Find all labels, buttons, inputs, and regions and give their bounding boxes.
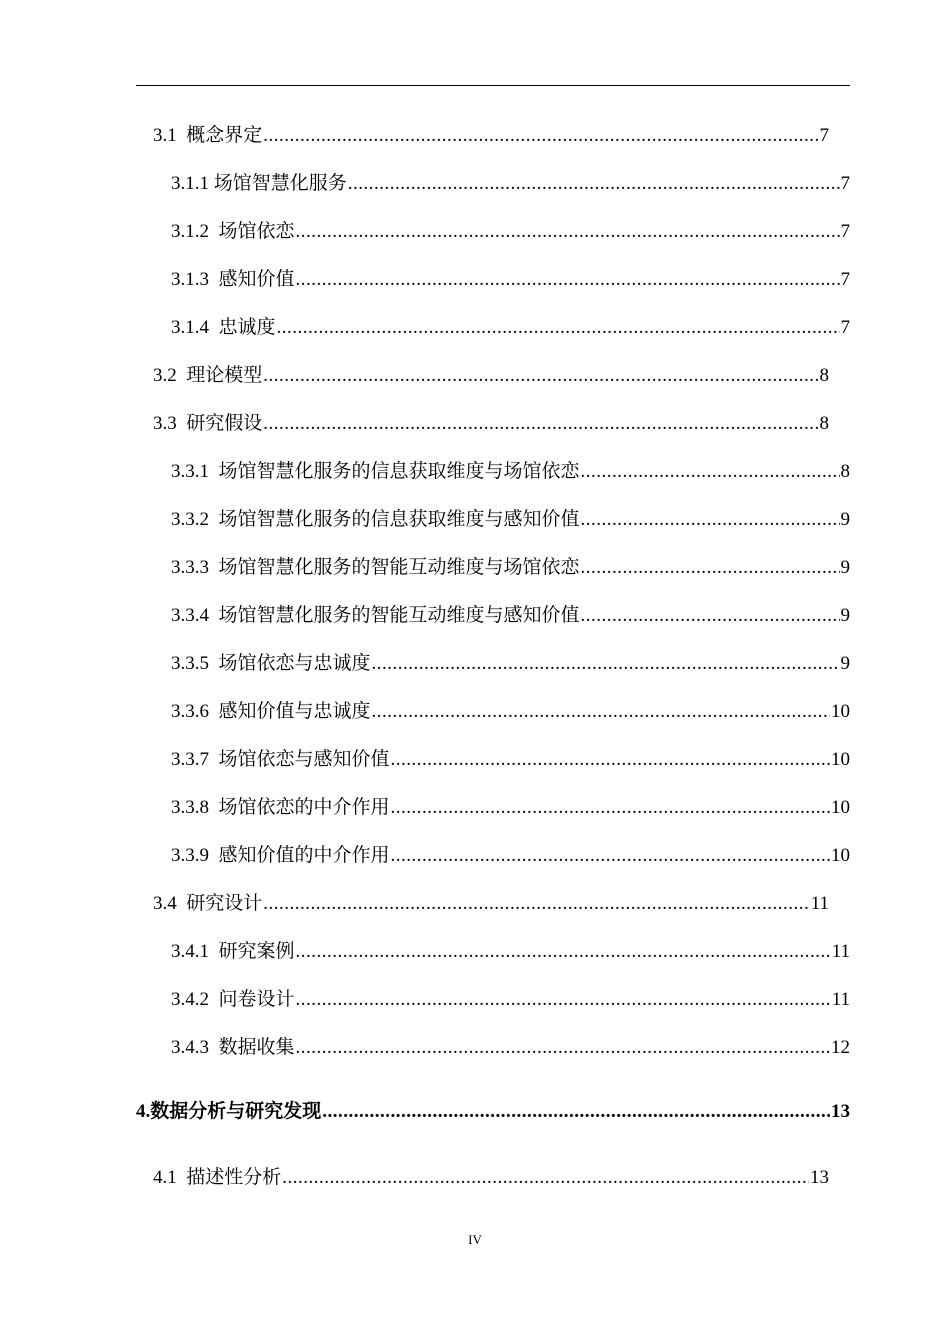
- toc-entry-number: 3.1.1: [171, 173, 209, 194]
- toc-dot-leader: [391, 748, 830, 772]
- toc-entry-page: 12: [831, 1037, 850, 1058]
- toc-entry-separator: [209, 940, 219, 964]
- toc-entry[interactable]: [171, 268, 850, 292]
- toc-dot-leader: [322, 1100, 830, 1124]
- toc-entry-title: 问卷设计: [218, 989, 295, 1010]
- toc-dot-leader: [391, 796, 830, 820]
- toc-entry[interactable]: [171, 1036, 850, 1060]
- toc-entry[interactable]: [171, 316, 850, 340]
- toc-entry-number: 3.3: [153, 413, 177, 434]
- toc-entry-title: 场馆依恋: [218, 221, 295, 242]
- toc-entry-title: 数据收集: [218, 1037, 295, 1058]
- toc-entry-title: 感知价值与忠诚度: [218, 701, 371, 722]
- toc-entry-number: 3.3.4: [171, 605, 209, 626]
- toc-entry[interactable]: [153, 124, 829, 148]
- toc-dot-leader: [372, 700, 830, 724]
- toc-entry-number: 3.4.3: [171, 1037, 209, 1058]
- toc-dot-leader: [263, 364, 818, 388]
- toc-dot-leader: [277, 316, 840, 340]
- toc-entry[interactable]: [171, 604, 850, 628]
- toc-entry-number: 3.4: [153, 893, 177, 914]
- toc-entry-title: 研究假设: [186, 413, 263, 434]
- toc-entry-page: 9: [840, 653, 850, 674]
- toc-entry-number: 3.3.3: [171, 557, 209, 578]
- toc-entry-number: 3.2: [153, 365, 177, 386]
- toc-entry-separator: [209, 988, 219, 1012]
- toc-entry-number: 3.3.9: [171, 845, 209, 866]
- toc-entry-title: 场馆依恋与忠诚度: [218, 653, 371, 674]
- toc-entry[interactable]: [153, 364, 829, 388]
- toc-entry-number: 3.3.6: [171, 701, 209, 722]
- toc-entry-title: 概念界定: [186, 125, 263, 146]
- toc-dot-leader: [263, 892, 809, 916]
- toc-entry-number: 3.3.1: [171, 461, 209, 482]
- header-rule: [136, 85, 850, 86]
- toc-entry[interactable]: [171, 508, 850, 532]
- toc-dot-leader: [282, 1166, 809, 1190]
- toc-entry-page: 11: [831, 989, 850, 1010]
- toc-entry-page: 7: [840, 221, 850, 242]
- toc-entry-page: 9: [840, 509, 850, 530]
- toc-entry-separator: [209, 556, 219, 580]
- toc-entry-title: 研究案例: [218, 941, 295, 962]
- toc-entry-separator: [209, 700, 219, 724]
- toc-entry-separator: [209, 844, 219, 868]
- toc-entry-separator: [209, 748, 219, 772]
- toc-entry[interactable]: [153, 412, 829, 436]
- toc-entry-page: 7: [840, 317, 850, 338]
- toc-entry-page: 11: [810, 893, 829, 914]
- toc-entry[interactable]: [171, 172, 850, 196]
- toc-entry-separator: [177, 892, 187, 916]
- toc-entry[interactable]: [171, 220, 850, 244]
- toc-entry-title: 场馆依恋的中介作用: [218, 797, 390, 818]
- toc-entry-page: 13: [810, 1167, 829, 1188]
- toc-entry-page: 7: [840, 269, 850, 290]
- toc-dot-leader: [296, 220, 840, 244]
- toc-entry[interactable]: [171, 700, 850, 724]
- toc-entry-page: 10: [831, 845, 850, 866]
- toc-entry-title: 场馆智慧化服务: [213, 173, 347, 194]
- toc-dot-leader: [581, 460, 840, 484]
- toc-dot-leader: [581, 556, 840, 580]
- toc-entry-page: 7: [840, 173, 850, 194]
- toc-entry-title: 数据分析与研究发现: [150, 1101, 322, 1122]
- toc-entry-page: 8: [819, 413, 829, 434]
- toc-entry-separator: [177, 412, 187, 436]
- toc-entry-number: 4.1: [153, 1167, 177, 1188]
- toc-entry-page: 10: [831, 797, 850, 818]
- toc-entry-title: 感知价值的中介作用: [218, 845, 390, 866]
- toc-entry-page: 11: [831, 941, 850, 962]
- toc-entry-separator: [209, 604, 219, 628]
- toc-dot-leader: [296, 940, 831, 964]
- toc-entry-number: 3.1: [153, 125, 177, 146]
- toc-entry-title: 研究设计: [186, 893, 263, 914]
- toc-entry-separator: [177, 124, 187, 148]
- toc-entry-page: 7: [819, 125, 829, 146]
- toc-entry-number: 3.1.4: [171, 317, 209, 338]
- toc-entry-page: 9: [840, 605, 850, 626]
- toc-entry[interactable]: [171, 460, 850, 484]
- toc-entry-title: 场馆依恋与感知价值: [218, 749, 390, 770]
- toc-dot-leader: [391, 844, 830, 868]
- toc-entry-number: 3.1.3: [171, 269, 209, 290]
- toc-dot-leader: [263, 124, 818, 148]
- toc-entry-title: 场馆智慧化服务的信息获取维度与场馆依恋: [218, 461, 580, 482]
- toc-entry[interactable]: [171, 988, 850, 1012]
- toc-entry-number: 3.1.2: [171, 221, 209, 242]
- toc-entry-separator: [209, 220, 219, 244]
- toc-entry-number: 3.3.5: [171, 653, 209, 674]
- toc-dot-leader: [348, 172, 840, 196]
- toc-entry-separator: [209, 508, 219, 532]
- toc-entry-page: 10: [831, 701, 850, 722]
- toc-entry[interactable]: [136, 1100, 850, 1124]
- page-number: IV: [468, 1232, 482, 1247]
- toc-entry[interactable]: [171, 796, 850, 820]
- toc-entry-page: 8: [840, 461, 850, 482]
- toc-entry[interactable]: [171, 652, 850, 676]
- toc-dot-leader: [372, 652, 840, 676]
- toc-entry[interactable]: [171, 748, 850, 772]
- toc-entry-number: 4.: [136, 1101, 151, 1122]
- toc-dot-leader: [296, 268, 840, 292]
- toc-entry[interactable]: [171, 556, 850, 580]
- toc-entry-page: 9: [840, 557, 850, 578]
- toc-entry-separator: [177, 1166, 187, 1190]
- toc-entry-page: 10: [831, 749, 850, 770]
- toc-entry-title: 场馆智慧化服务的智能互动维度与感知价值: [218, 605, 580, 626]
- toc-dot-leader: [296, 1036, 830, 1060]
- toc-entry-separator: [209, 316, 219, 340]
- toc-entry-separator: [209, 652, 219, 676]
- toc-entry-title: 感知价值: [218, 269, 295, 290]
- toc-entry-title: 场馆智慧化服务的智能互动维度与场馆依恋: [218, 557, 580, 578]
- toc-entry-separator: [177, 364, 187, 388]
- toc-entry-number: 3.3.2: [171, 509, 209, 530]
- toc-entry-title: 场馆智慧化服务的信息获取维度与感知价值: [218, 509, 580, 530]
- toc-entry-number: 3.4.1: [171, 941, 209, 962]
- toc-entry-title: 理论模型: [186, 365, 263, 386]
- toc-entry-separator: [209, 1036, 219, 1060]
- toc-entry-number: 3.3.7: [171, 749, 209, 770]
- toc-entry-number: 3.4.2: [171, 989, 209, 1010]
- toc-entry-page: 8: [819, 365, 829, 386]
- toc-entry[interactable]: [171, 940, 850, 964]
- toc-entry-separator: [209, 796, 219, 820]
- toc-dot-leader: [263, 412, 818, 436]
- toc-dot-leader: [296, 988, 831, 1012]
- toc-entry-page: 13: [831, 1101, 850, 1122]
- toc-entry[interactable]: [153, 1166, 829, 1190]
- toc-dot-leader: [581, 604, 840, 628]
- toc-entry-separator: [209, 460, 219, 484]
- toc-entry-title: 忠诚度: [218, 317, 276, 338]
- toc-entry-number: 3.3.8: [171, 797, 209, 818]
- toc-entry[interactable]: [171, 844, 850, 868]
- toc-entry-title: 描述性分析: [186, 1167, 282, 1188]
- toc-dot-leader: [581, 508, 840, 532]
- toc-entry-separator: [209, 268, 219, 292]
- toc-entry[interactable]: [153, 892, 829, 916]
